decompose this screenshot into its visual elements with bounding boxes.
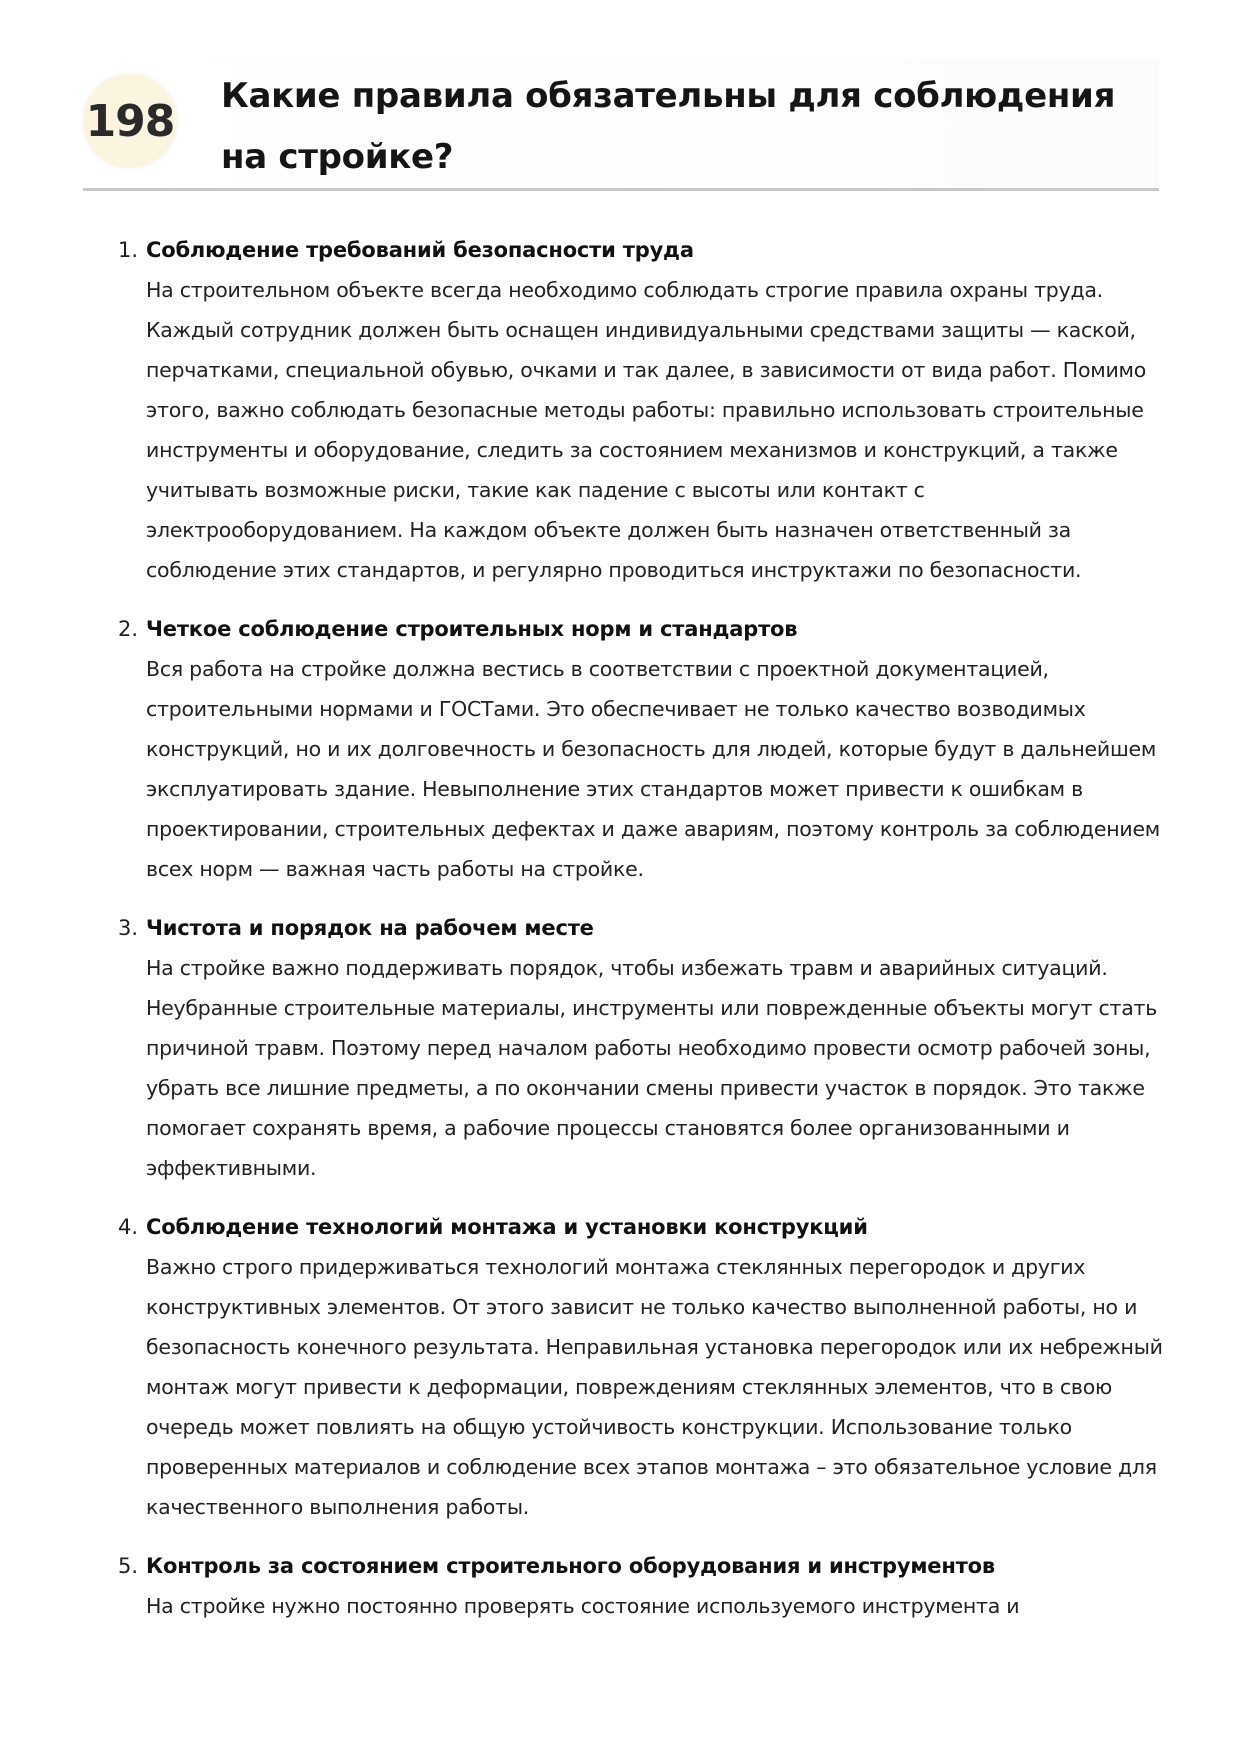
list-item-number: 2. [118,617,139,641]
list-item-number: 4. [118,1215,139,1239]
list-item-heading: Четкое соблюдение строительных норм и стандартов [146,617,798,641]
list-item-heading: Соблюдение требований безопасности труда [146,238,694,262]
list-item-heading: Контроль за состоянием строительного оборудования и инструментов [146,1554,995,1578]
list-item-text: Вся работа на стройке должна вестись в соответствии с проектной документацией, строительными нормами и ГОСТами. Это обеспечивает не только качество возводимых конструкций, но и их долговечность и безопасность для людей, которые будут в дальнейшем эксплуатировать здание. Невыполнение этих стандартов может привести к ошибкам в проектировании, строительных дефектах и даже авариям, поэтому контроль за соблюдением всех норм — важная часть работы на стройке. [146,657,1161,881]
list-item-number: 3. [118,916,139,940]
list-item-number: 5. [118,1554,139,1578]
list-item [0,609,1239,889]
list-item [0,1546,1239,1626]
list-item [0,908,1239,1188]
list-item-text: На стройке нужно постоянно проверять состояние используемого инструмента и [146,1594,1020,1618]
list-item-number: 1. [118,238,139,262]
list-item-heading: Чистота и порядок на рабочем месте [146,916,594,940]
question-header [83,58,1159,191]
question-number-badge: 198 [83,74,177,168]
list-item-text: На стройке важно поддерживать порядок, чтобы избежать травм и аварийных ситуаций. Неубранные строительные материалы, инструменты или поврежденные объекты могут стать причиной травм. Поэтому перед началом работы необходимо провести осмотр рабочей зоны, убрать все лишние предметы, а по окончании смены привести участок в порядок. Это также помогает сохранять время, а рабочие процессы становятся более организованными и эффективными. [146,956,1158,1180]
list-item-text: На строительном объекте всегда необходимо соблюдать строгие правила охраны труда. Каждый сотрудник должен быть оснащен индивидуальными средствами защиты — каской, перчатками, специальной обувью, очками и так далее, в зависимости от вида работ. Помимо этого, важно соблюдать безопасные методы работы: правильно использовать строительные инструменты и оборудование, следить за состоянием механизмов и конструкций, а также учитывать возможные риски, такие как падение с высоты или контакт с электрооборудованием. На каждом объекте должен быть назначен ответственный за соблюдение этих стандартов, и регулярно проводиться инструктажи по безопасности. [146,278,1147,582]
list-item-text: Важно строго придерживаться технологий монтажа стеклянных перегородок и других конструктивных элементов. От этого зависит не только качество выполненной работы, но и безопасность конечного результата. Неправильная установка перегородок или их небрежный монтаж могут привести к деформации, повреждениям стеклянных элементов, что в свою очередь может повлиять на общую устойчивость конструкции. Использование только проверенных материалов и соблюдение всех этапов монтажа – это обязательное условие для качественного выполнения работы. [146,1255,1163,1519]
list-item-heading: Соблюдение технологий монтажа и установки конструкций [146,1215,868,1239]
list-item [0,230,1239,590]
rules-list [0,230,1239,1645]
list-item [0,1207,1239,1527]
question-title: Какие правила обязательны для соблюдения на стройке? [221,76,1116,177]
